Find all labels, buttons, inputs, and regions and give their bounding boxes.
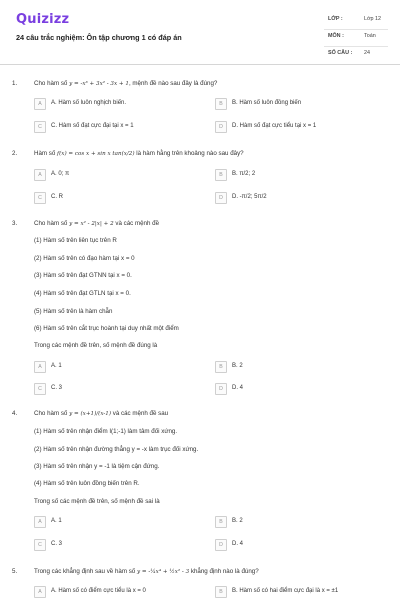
question-text — [34, 568, 259, 575]
option-text: B. 2 — [232, 517, 243, 524]
option-letter: B — [215, 361, 227, 373]
option-letter: A — [34, 98, 46, 110]
option-letter: D — [215, 383, 227, 395]
option-letter: A — [34, 516, 46, 528]
option-text: A. 1 — [51, 362, 62, 369]
option-text: B. 2 — [232, 362, 243, 369]
meta-row-subject — [324, 30, 388, 47]
option-letter: C — [34, 121, 46, 133]
option-letter: D — [215, 192, 227, 204]
meta-row-class — [324, 13, 388, 30]
option-text: D. -π/2; 5π/2 — [232, 193, 267, 200]
question-text-post: là hàm hằng trên khoảng nào sau đây? — [134, 150, 244, 157]
question-text — [34, 220, 159, 227]
question-text — [34, 150, 244, 157]
question-text-pre: Cho hàm số — [34, 220, 70, 227]
option-text: D. 4 — [232, 384, 244, 391]
statement-line: Trong các mệnh đề trên, số mệnh đề đúng là — [34, 342, 158, 349]
option-letter: A — [34, 586, 46, 598]
option-text: B. Hàm số luôn đồng biến — [232, 99, 302, 106]
question-number: 4. — [12, 410, 18, 417]
option-text: B. π/2; 2 — [232, 170, 256, 177]
option-text: A. 0; π — [51, 170, 70, 177]
statement-line: (4) Hàm số trên đạt GTLN tại x = 0. — [34, 290, 131, 297]
question-number: 5. — [12, 568, 18, 575]
question-text-post: khẳng định nào là đúng? — [189, 568, 259, 575]
question-math: f(x) = cos x + sin x tan(x/2) — [57, 151, 135, 157]
meta-row-count — [324, 47, 388, 63]
question-math: y = x² - 2|x| + 2 — [69, 221, 114, 227]
option-text: C. 3 — [51, 540, 63, 547]
meta-label: MÔN : — [328, 33, 344, 39]
question-math: y = -¼x⁴ + ½x² - 3 — [136, 569, 190, 575]
option-letter: C — [34, 539, 46, 551]
quiz-title: 24 câu trắc nghiệm: Ôn tập chương 1 có đáp án — [16, 33, 182, 42]
statement-line: (6) Hàm số trên cắt trục hoành tại duy nhất một điểm — [34, 325, 179, 332]
question-text-post: , mệnh đề nào sau đây là đúng? — [128, 80, 218, 87]
option-letter: B — [215, 516, 227, 528]
option-text: C. Hàm số đạt cực đại tại x = 1 — [51, 122, 134, 129]
statement-line: (5) Hàm số trên là hàm chẵn — [34, 308, 113, 315]
option-text: A. 1 — [51, 517, 62, 524]
worksheet-header — [0, 0, 400, 70]
question-number: 2. — [12, 150, 18, 157]
meta-value: Lớp 12 — [364, 16, 382, 22]
option-text: C. 3 — [51, 384, 63, 391]
option-letter: D — [215, 121, 227, 133]
option-letter: B — [215, 586, 227, 598]
quizizz-logo[interactable]: Quizizz — [16, 12, 70, 27]
option-letter: B — [215, 169, 227, 181]
question-number: 3. — [12, 220, 18, 227]
question-text-pre: Cho hàm số — [34, 410, 70, 417]
meta-value: 24 — [364, 50, 370, 56]
question-text-pre: Hàm số — [34, 150, 58, 157]
question-text — [34, 80, 217, 87]
option-text: A. Hàm số có điểm cực tiểu là x = 0 — [51, 587, 146, 594]
option-letter: A — [34, 169, 46, 181]
statement-line: (4) Hàm số trên luôn đồng biến trên R. — [34, 480, 140, 487]
option-letter: A — [34, 361, 46, 373]
statement-line: (1) Hàm số trên nhận điểm I(1;-1) làm tâm đối xứng. — [34, 428, 178, 435]
question-text-post: và các mệnh đề sau — [111, 410, 169, 417]
option-letter: B — [215, 98, 227, 110]
question-math: y = -x³ + 3x² - 3x + 1 — [69, 81, 129, 87]
meta-value: Toán — [364, 33, 376, 39]
meta-label: LỚP : — [328, 16, 343, 22]
question-text-post: và các mệnh đề — [113, 220, 160, 227]
meta-label: SỐ CÂU : — [328, 50, 353, 56]
header-divider — [0, 64, 400, 65]
option-letter: D — [215, 539, 227, 551]
statement-line: (3) Hàm số trên đạt GTNN tại x = 0. — [34, 272, 132, 279]
option-text: D. 4 — [232, 540, 244, 547]
statement-line: (3) Hàm số trên nhận y = -1 là tiệm cận đứng. — [34, 463, 160, 470]
question-text-pre: Trong các khẳng định sau về hàm số — [34, 568, 137, 575]
option-text: C. R — [51, 193, 63, 200]
option-letter: C — [34, 192, 46, 204]
meta-table — [324, 13, 388, 63]
statement-line: (2) Hàm số trên có đạo hàm tại x = 0 — [34, 255, 135, 262]
question-number: 1. — [12, 80, 18, 87]
statement-line: (1) Hàm số trên liên tục trên R — [34, 237, 117, 244]
option-text: A. Hàm số luôn nghịch biến. — [51, 99, 127, 106]
question-math: y = (x+1)/(x-1) — [69, 411, 112, 417]
question-text — [34, 410, 168, 417]
statement-line: (2) Hàm số trên nhận đường thẳng y = -x làm trục đối xứng. — [34, 446, 199, 453]
option-text: B. Hàm số có hai điểm cực đại là x = ±1 — [232, 587, 339, 594]
question-text-pre: Cho hàm số — [34, 80, 70, 87]
option-letter: C — [34, 383, 46, 395]
option-text: D. Hàm số đạt cực tiểu tại x = 1 — [232, 122, 317, 129]
statement-line: Trong số các mệnh đề trên, số mệnh đề sai là — [34, 498, 160, 505]
